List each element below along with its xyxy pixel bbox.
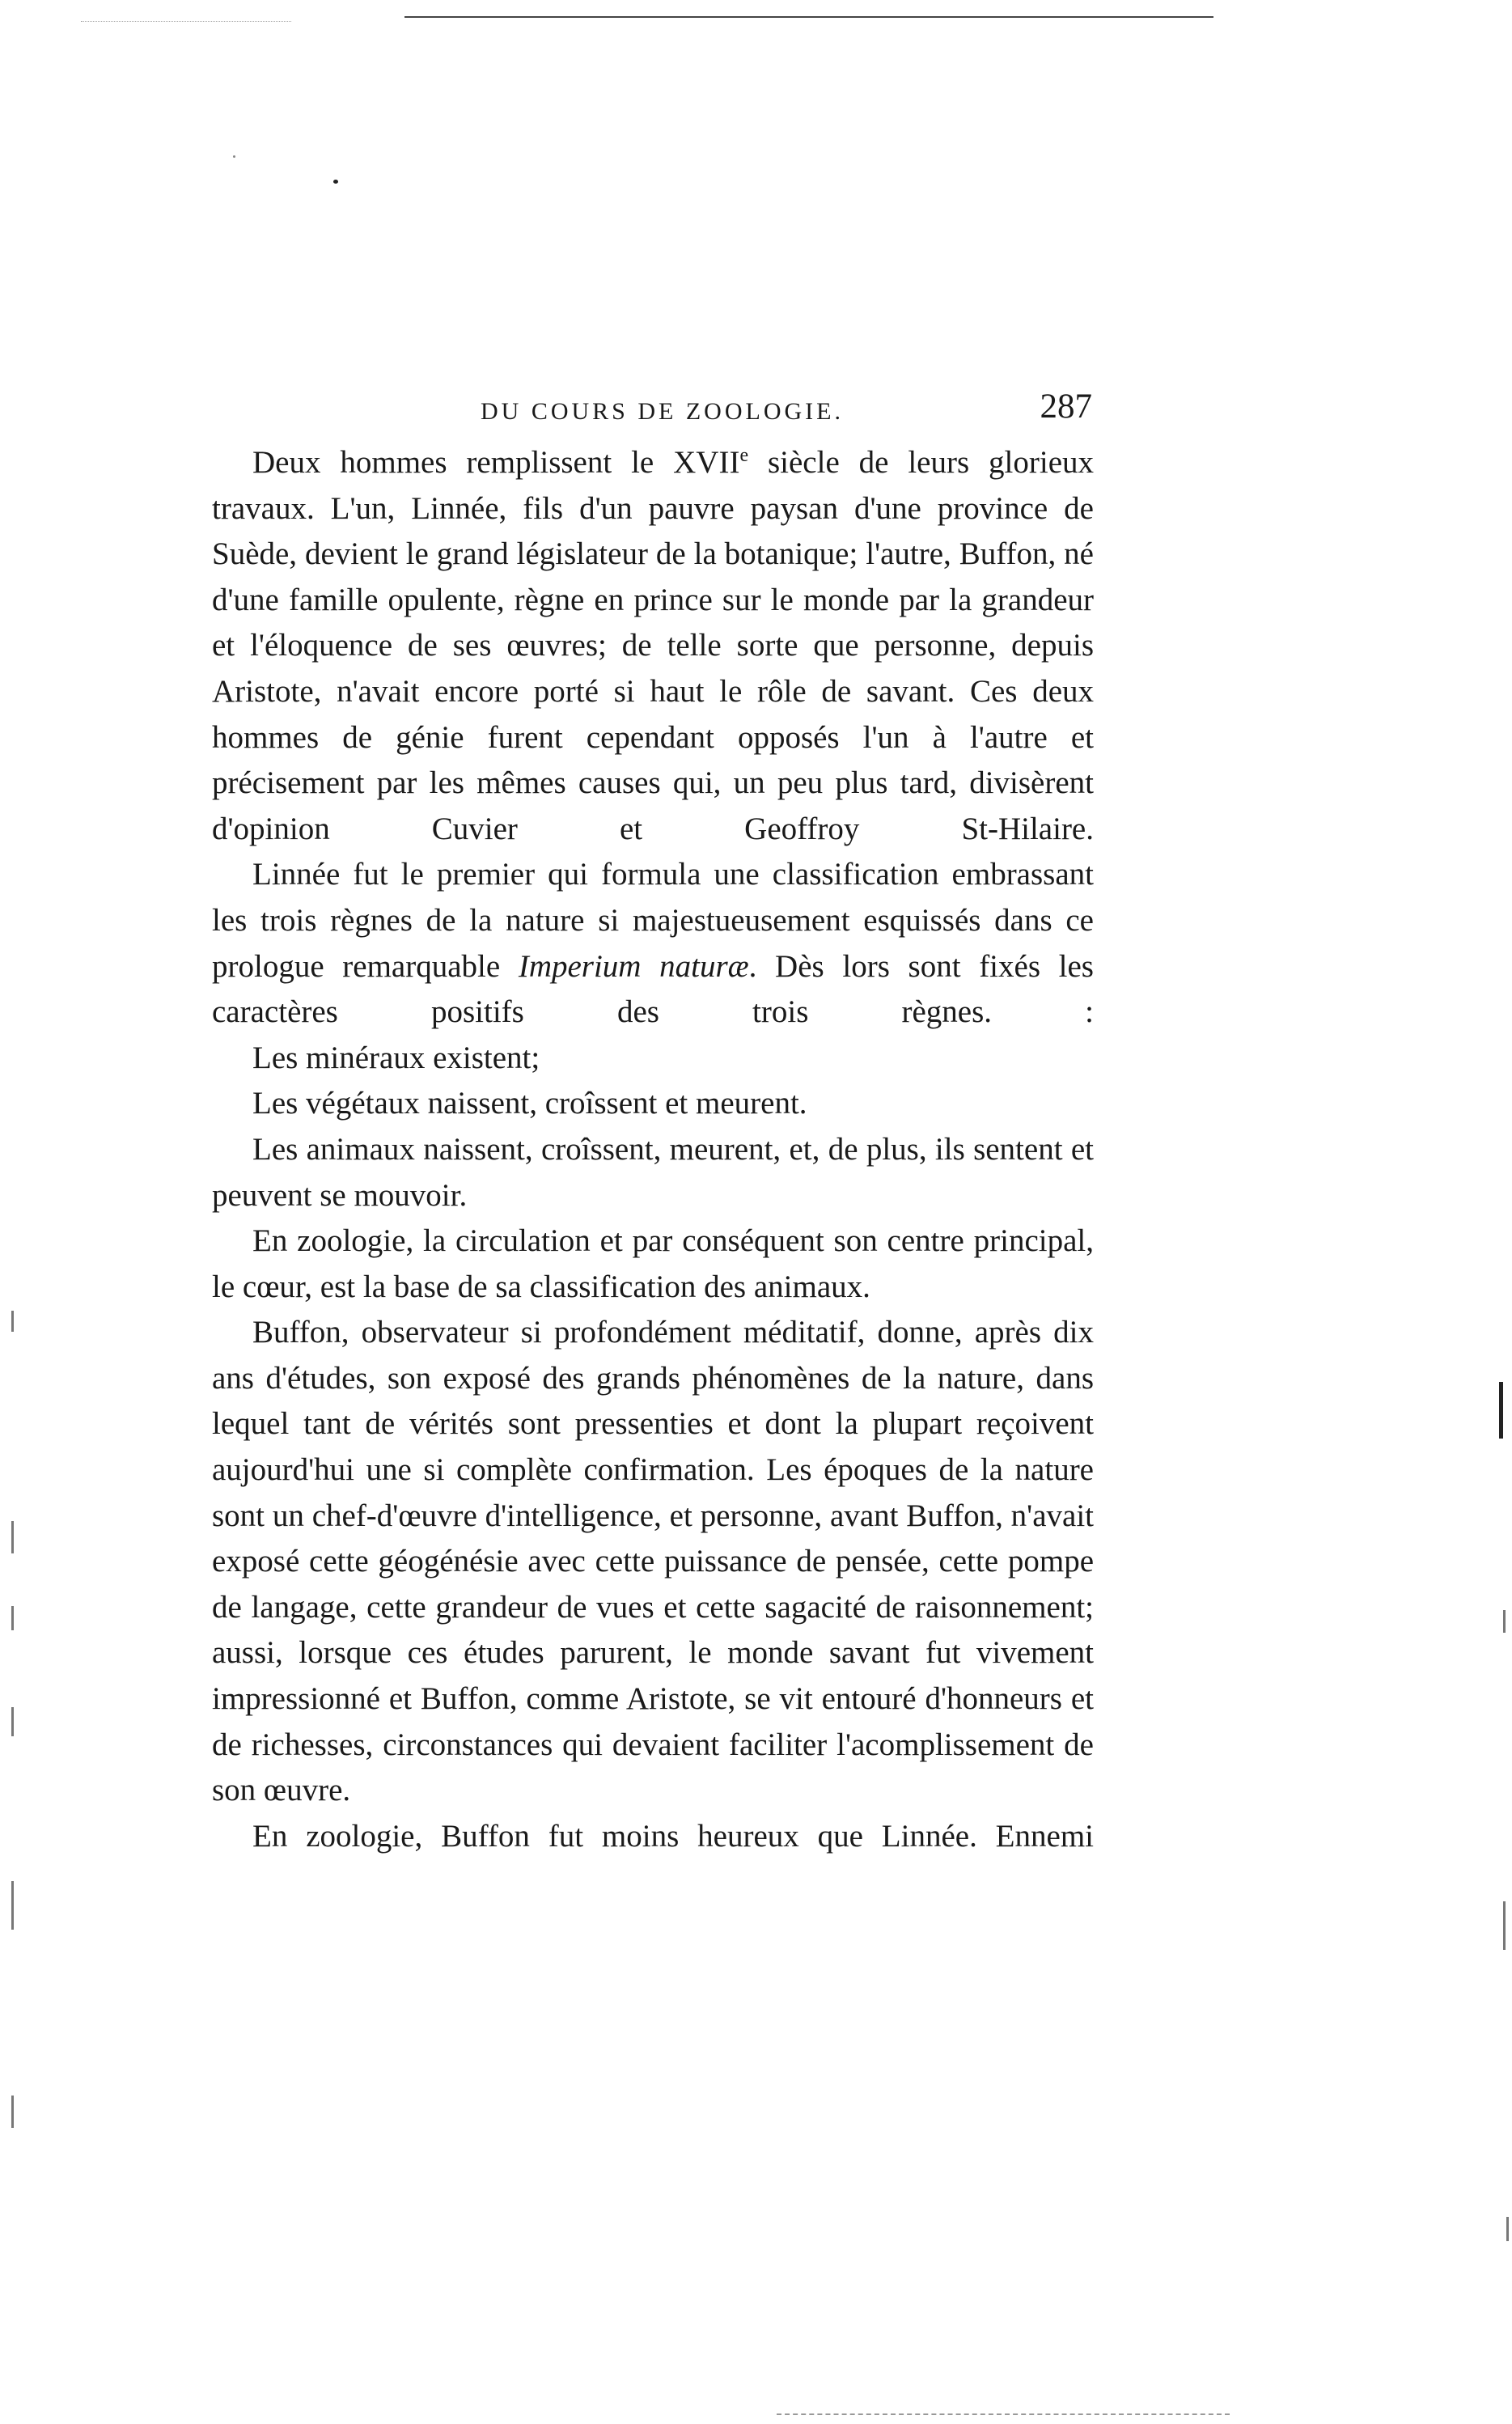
margin-tick: [11, 1707, 14, 1736]
page-number: 287: [1040, 388, 1092, 426]
margin-tick: [11, 1606, 14, 1630]
scan-edge-dotted-rule: [81, 21, 291, 22]
scan-speck: [233, 155, 235, 158]
body-text: [212, 440, 1094, 1859]
margin-tick: [1499, 1382, 1503, 1439]
margin-tick: [11, 1881, 14, 1930]
paragraph: Les végétaux naissent, croîssent et meurent.: [252, 1086, 807, 1121]
margin-tick: [11, 2096, 14, 2128]
margin-tick: [11, 1311, 14, 1332]
scan-edge-rule: [404, 16, 1213, 18]
margin-tick: [11, 1521, 14, 1553]
margin-tick: [1506, 2217, 1509, 2241]
scan-bottom-dashes: [777, 2413, 1230, 2415]
paragraph: En zoologie, la circulation et par conséquent son centre principal, le cœur, est la base de sa classification des animaux.: [212, 1223, 1094, 1304]
paragraph: En zoologie, Buffon fut moins heureux que Linnée. Ennemi: [252, 1818, 1094, 1854]
paragraph: Buffon, observateur si profondément méditatif, donne, après dix ans d'études, son exposé des grands phénomènes de la nature, dans lequel tant de vérités sont pressenties et dont la plupart reçoivent aujourd'hui une si complète confirmation. Les époques de la nature sont un chef-d'œuvre d'intelligence, et personne, avant Buffon, n'avait exposé cette géogénésie avec cette puissance de pensée, cette pompe de langage, cette grandeur de vues et cette sagacité de raisonnement; aussi, lorsque ces études parurent, le monde savant fut vivement impressionné et Buffon, comme Aristote, se vit entouré d'honneurs et de richesses, circonstances qui devaient faciliter l'acomplissement de son œuvre.: [212, 1315, 1094, 1808]
scan-speck: [333, 180, 338, 184]
paragraph: Les animaux naissent, croîssent, meurent, et, de plus, ils sentent et peuvent se mouvoir.: [212, 1131, 1094, 1213]
paragraph: Deux hommes remplissent le XVIIe siècle de leurs glorieux travaux. L'un, Linnée, fils d'un pauvre paysan d'une province de Suède, devient le grand législateur de la botanique; l'autre, Buffon, né d'une famille opulente, règne en prince sur le monde par la grandeur et l'éloquence de ses œuvres; de telle sorte que personne, depuis Aristote, n'avait encore porté si haut le rôle de savant. Ces deux hommes de génie furent cependant opposés l'un à l'autre et précisement par les mêmes causes qui, un peu plus tard, divisèrent d'opinion Cuvier et Geoffroy St-Hilaire.: [212, 445, 1094, 846]
running-head: DU COURS DE ZOOLOGIE.: [481, 398, 844, 425]
page-header: [214, 387, 1095, 435]
paragraph: Les minéraux existent;: [252, 1040, 540, 1075]
margin-tick: [1503, 1610, 1506, 1633]
italic-title: Imperium naturæ: [518, 948, 749, 984]
paragraph: Linnée fut le premier qui formula une classification embrassant les trois règnes de la nature si majestueusement esquissés dans ce prologue remarquable Imperium naturæ. Dès lors sont fixés les caractères positifs des trois règnes. :: [212, 857, 1094, 1030]
margin-tick: [1503, 1901, 1506, 1950]
